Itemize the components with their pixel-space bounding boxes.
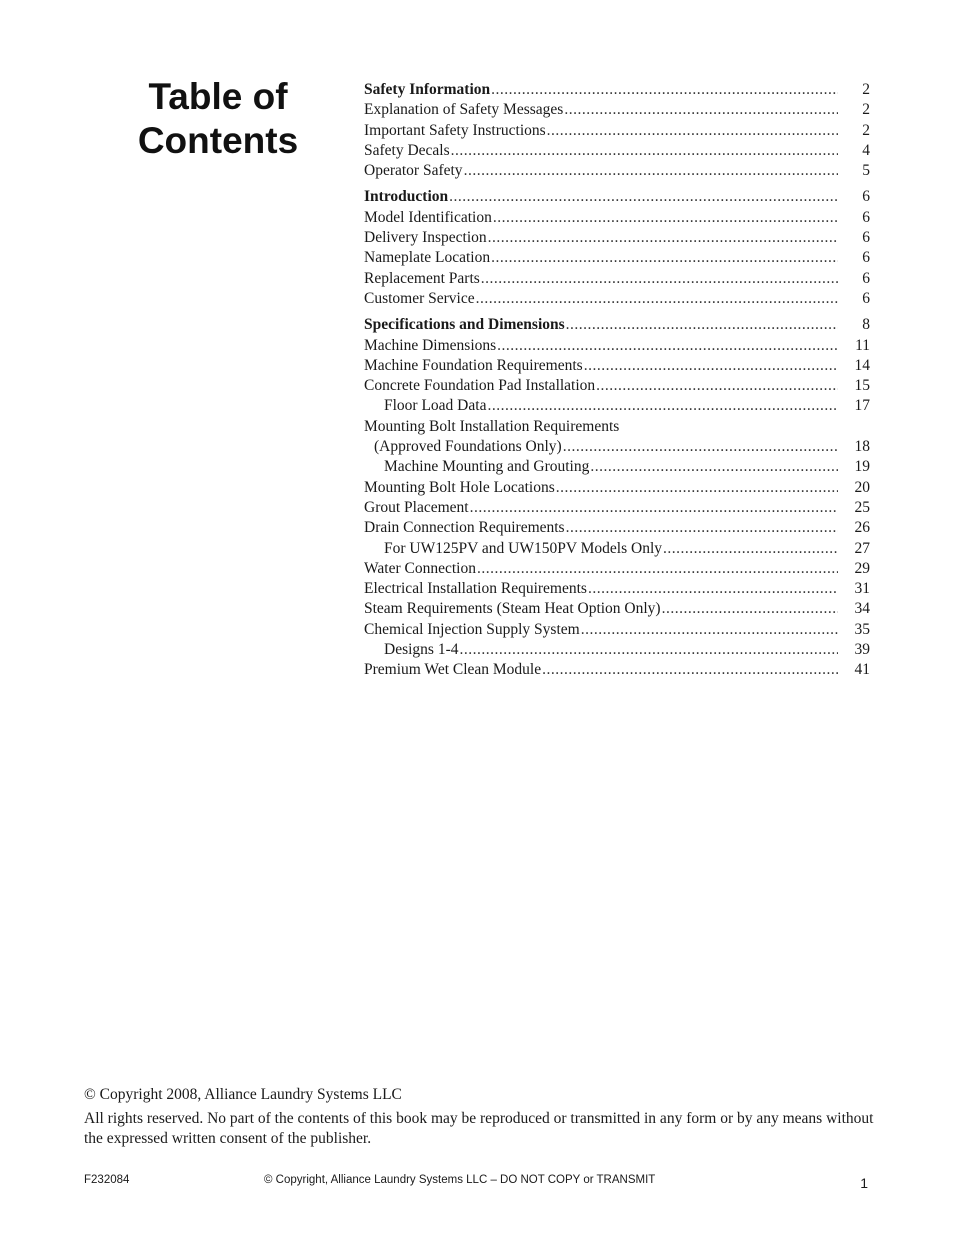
toc-entry[interactable] xyxy=(364,620,870,640)
toc-entry[interactable] xyxy=(364,228,870,248)
toc-entry[interactable] xyxy=(364,269,870,289)
toc-dot-leader xyxy=(481,269,838,289)
toc-entry-page: 35 xyxy=(854,620,870,638)
toc-entry-title: Important Safety Instructions xyxy=(364,121,546,139)
toc-entry[interactable] xyxy=(364,457,870,477)
toc-dot-leader xyxy=(584,356,838,376)
toc-entry-page: 20 xyxy=(854,478,870,496)
toc-entry-title: Replacement Parts xyxy=(364,269,480,287)
toc-entry-title: Drain Connection Requirements xyxy=(364,519,565,537)
toc-entry-title: Delivery Inspection xyxy=(364,229,487,247)
toc-dot-leader xyxy=(581,620,838,640)
toc-dot-leader xyxy=(449,187,838,207)
toc-entry[interactable] xyxy=(364,437,870,457)
table-of-contents xyxy=(364,80,870,687)
document-code: F232084 xyxy=(84,1174,130,1186)
toc-entry[interactable] xyxy=(364,498,870,518)
toc-entry[interactable] xyxy=(364,396,870,416)
toc-entry-page: 27 xyxy=(854,539,870,557)
toc-entry[interactable] xyxy=(364,559,870,579)
toc-entry-title: Specifications and Dimensions xyxy=(364,316,565,334)
toc-entry[interactable] xyxy=(364,161,870,181)
toc-entry-title: Introduction xyxy=(364,188,449,206)
toc-entry[interactable] xyxy=(364,248,870,268)
toc-entry-title: Operator Safety xyxy=(364,162,463,180)
page-title xyxy=(120,75,316,163)
toc-entry-page: 6 xyxy=(862,188,870,206)
toc-entry-page: 31 xyxy=(854,580,870,598)
toc-entry-title: Water Connection xyxy=(364,559,476,577)
toc-entry-title: Grout Placement xyxy=(364,498,469,516)
toc-entry[interactable] xyxy=(364,336,870,356)
toc-entry[interactable] xyxy=(364,640,870,660)
toc-dot-leader xyxy=(477,559,838,579)
toc-section xyxy=(364,187,870,309)
toc-dot-leader xyxy=(590,457,838,477)
toc-entry-page: 19 xyxy=(854,458,870,476)
toc-entry[interactable] xyxy=(364,187,870,207)
toc-entry-title: Safety Information xyxy=(364,81,491,98)
toc-entry[interactable] xyxy=(364,376,870,396)
toc-entry-page: 25 xyxy=(854,498,870,516)
toc-dot-leader xyxy=(488,228,838,248)
toc-dot-leader xyxy=(476,289,838,309)
toc-entry[interactable] xyxy=(364,660,870,680)
toc-entry-title: Safety Decals xyxy=(364,141,450,159)
toc-dot-leader xyxy=(470,498,838,518)
toc-dot-leader xyxy=(547,121,838,141)
toc-entry-title: Model Identification xyxy=(364,208,492,226)
copyright-block xyxy=(84,1085,874,1149)
page-number: 1 xyxy=(860,1175,868,1191)
toc-entry[interactable] xyxy=(364,356,870,376)
toc-entry-page: 29 xyxy=(854,559,870,577)
toc-entry[interactable] xyxy=(364,315,870,335)
toc-dot-leader xyxy=(663,539,838,559)
toc-entry-title: Chemical Injection Supply System xyxy=(364,620,580,638)
toc-dot-leader xyxy=(451,141,838,161)
toc-entry-title: Machine Dimensions xyxy=(364,336,497,354)
toc-entry[interactable] xyxy=(364,539,870,559)
toc-entry[interactable] xyxy=(364,518,870,538)
toc-entry-page: 6 xyxy=(862,229,870,247)
toc-entry-page: 5 xyxy=(862,162,870,180)
toc-dot-leader xyxy=(459,640,838,660)
toc-dot-leader xyxy=(491,80,838,100)
toc-entry-page: 18 xyxy=(854,438,870,456)
toc-entry[interactable] xyxy=(364,208,870,228)
toc-entry[interactable] xyxy=(364,80,870,100)
toc-entry-page: 4 xyxy=(862,141,870,159)
toc-entry-title: For UW125PV and UW150PV Models Only xyxy=(384,539,663,557)
toc-entry-title: (Approved Foundations Only) xyxy=(374,438,562,456)
toc-entry[interactable] xyxy=(364,141,870,161)
toc-dot-leader xyxy=(566,315,838,335)
toc-dot-leader xyxy=(487,396,838,416)
toc-entry-title: Electrical Installation Requirements xyxy=(364,580,587,598)
toc-dot-leader xyxy=(563,437,838,457)
toc-entry-page: 6 xyxy=(862,289,870,307)
toc-dot-leader xyxy=(497,336,838,356)
toc-entry-page: 39 xyxy=(854,641,870,659)
toc-entry-page: 34 xyxy=(854,600,870,618)
toc-entry-title: Mounting Bolt Hole Locations xyxy=(364,478,555,496)
toc-dot-leader xyxy=(556,478,838,498)
toc-entry-title: Mounting Bolt Installation Requirements xyxy=(364,417,620,435)
page-title-line-1: Table of xyxy=(148,76,288,117)
toc-entry-page: 11 xyxy=(855,336,870,354)
toc-entry-page: 6 xyxy=(862,208,870,226)
toc-dot-leader xyxy=(464,161,838,181)
toc-entry[interactable] xyxy=(364,599,870,619)
toc-dot-leader xyxy=(596,376,838,396)
toc-entry[interactable] xyxy=(364,289,870,309)
toc-entry[interactable] xyxy=(364,579,870,599)
toc-dot-leader xyxy=(588,579,838,599)
toc-entry-title: Nameplate Location xyxy=(364,249,491,267)
toc-entry-page: 41 xyxy=(854,661,870,679)
toc-entry-title: Explanation of Safety Messages xyxy=(364,101,564,119)
toc-dot-leader xyxy=(493,208,838,228)
toc-entry-title: Machine Foundation Requirements xyxy=(364,356,583,374)
toc-entry-page: 2 xyxy=(862,101,870,119)
toc-entry-page: 6 xyxy=(862,269,870,287)
footer-copyright-notice: © Copyright, Alliance Laundry Systems LLC – DO NOT COPY or TRANSMIT xyxy=(264,1174,656,1186)
rights-statement: All rights reserved. No part of the contents of this book may be reproduced or transmitted in any form or by any means without the expressed written consent of the publisher. xyxy=(84,1110,874,1147)
toc-entry-page: 14 xyxy=(854,356,870,374)
toc-entry[interactable] xyxy=(364,100,870,120)
toc-entry[interactable] xyxy=(364,478,870,498)
toc-entry-page: 2 xyxy=(862,81,870,98)
toc-dot-leader xyxy=(491,248,838,268)
toc-entry-title: Floor Load Data xyxy=(384,397,487,415)
toc-entry-page: 26 xyxy=(854,519,870,537)
toc-dot-leader xyxy=(566,518,838,538)
toc-entry-page: 15 xyxy=(854,377,870,395)
page-footer xyxy=(84,1174,870,1194)
toc-dot-leader xyxy=(662,599,838,619)
toc-entry-page: 2 xyxy=(862,121,870,139)
toc-entry-title: Customer Service xyxy=(364,289,475,307)
page-title-line-2: Contents xyxy=(137,120,299,161)
toc-section xyxy=(364,80,870,181)
toc-entry-title: Designs 1-4 xyxy=(384,641,459,659)
toc-entry[interactable] xyxy=(364,121,870,141)
toc-entry-page: 17 xyxy=(854,397,870,415)
toc-dot-leader xyxy=(564,100,838,120)
toc-entry-page: 6 xyxy=(862,249,870,267)
toc-entry-title: Machine Mounting and Grouting xyxy=(384,458,590,476)
toc-entry-title: Concrete Foundation Pad Installation xyxy=(364,377,596,395)
toc-entry[interactable] xyxy=(364,417,870,437)
copyright-line: © Copyright 2008, Alliance Laundry Systems LLC xyxy=(84,1086,402,1103)
toc-section xyxy=(364,315,870,680)
toc-entry-title: Premium Wet Clean Module xyxy=(364,661,542,679)
toc-entry-title: Steam Requirements (Steam Heat Option Only) xyxy=(364,600,661,618)
toc-entry-page: 8 xyxy=(862,316,870,334)
toc-dot-leader xyxy=(542,660,838,680)
